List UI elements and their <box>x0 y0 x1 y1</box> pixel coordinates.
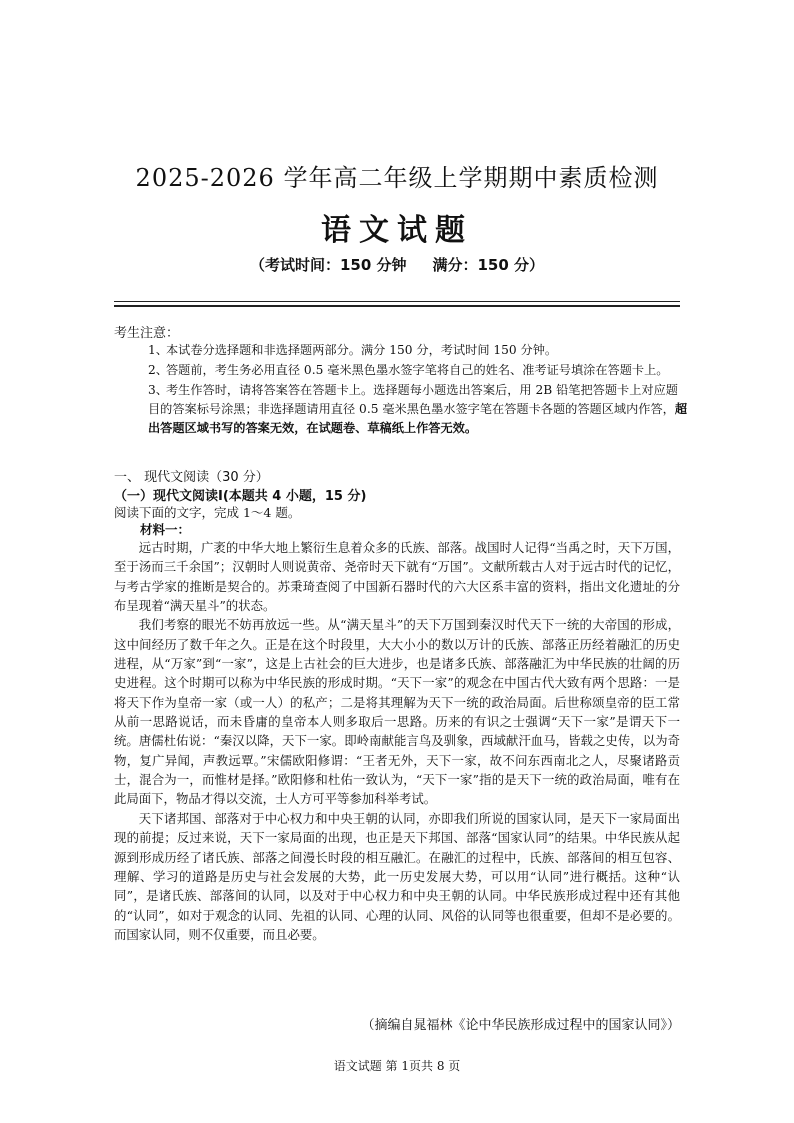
notice-item <box>148 341 688 360</box>
notice-item-emphasis: 超出答题区域书写的答案无效，在试题卷、草稿纸上作答无效。 <box>148 402 688 435</box>
passage-source: （摘编自晁福林《论中华民族形成过程中的国家认同》） <box>361 1018 680 1033</box>
exam-full-score: 满分：150 分） <box>432 256 545 274</box>
page-footer: 语文试题 第 1页共 8 页 <box>333 1059 461 1073</box>
notice-item-text: 考生作答时，请将答案答在答题卡上。选择题每小题选出答案后，用 2B 铅笔把答题卡上对应题目的答案标号涂黑；非选择题请用直径 0.5 毫米黑色墨水签字笔在答题卡各题的答题区域内作答， <box>148 383 678 416</box>
section-heading: 一、 现代文阅读（30 分） <box>114 470 269 485</box>
notice-item-text: 本试卷分选择题和非选择题两部分。满分 150 分，考试时间 150 分钟。 <box>166 343 558 357</box>
passage-paragraph: 远古时期，广袤的中华大地上繁衍生息着众多的氏族、部落。战国时人记得“当禹之时，天下万国，至于汤而三千余国”；汉朝时人则说黄帝、尧帝时天下就有“万国”。文献所载古人对于远古时代的记忆，与考古学家的推断是契合的。苏秉琦查阅了中国新石器时代的六大区系丰富的资料，指出文化遗址的分布呈现着“满天星斗”的状态。 <box>114 540 680 614</box>
notice-item-number: 1、 <box>148 343 168 357</box>
exam-title: 2025-2026 学年高二年级上学期期中素质检测 <box>135 164 659 192</box>
header-divider-thin <box>114 301 680 302</box>
notice-item <box>148 381 688 438</box>
exam-info <box>0 254 794 275</box>
exam-duration: （考试时间：150 分钟 <box>249 256 407 274</box>
notice-item-number: 2、 <box>148 363 168 377</box>
notice-item-text: 答题前，考生务必用直径 0.5 毫米黑色墨水签字笔将自己的姓名、准考证号填涂在答题卡上。 <box>166 363 669 377</box>
notice-item-number: 3、 <box>148 383 168 397</box>
reading-instruction: 阅读下面的文字，完成 1～4 题。 <box>114 505 301 520</box>
passage-body <box>114 538 680 944</box>
subject-title: 语文试题 <box>321 213 473 248</box>
passage-paragraph: 我们考察的眼光不妨再放远一些。从“满天星斗”的天下万国到秦汉时代天下一统的大帝国的形成，这中间经历了数千年之久。正是在这个时段里，大大小小的数以万计的氏族、部落正历经着融汇的历史进程，从“万家”到“一家”，这是上古社会的巨大进步，也是诸多氏族、部落融汇为中华民族的壮阔的历史进程。这个时期可以称为中华民族的形成时期。“天下一家”的观念在中国古代大致有两个思路：一是将天下作为皇帝一家（或一人）的私产；二是将其理解为天下一统的政治局面。后世称颂皇帝的臣工常从前一思路说话，而未昏庸的皇帝本人则多取后一思路。历来的有识之士强调“天下一家”是谓天下一统。唐儒杜佑说：“秦汉以降，天下一家。即岭南献能言鸟及驯象，西域献汗血马，皆载之史传，以为奇物，复广异闻，声教远覃。”宋儒欧阳修谓：“王者无外，天下一家，故不问东西南北之人，尽聚诸路贡士，混合为一，而惟材是择。”欧阳修和杜佑一致认为，“天下一家”指的是天下一统的政治局面，唯有在此局面下，物品才得以交流，士人方可平等参加科举考试。 <box>114 617 680 807</box>
material-label: 材料一： <box>140 522 191 537</box>
subsection-heading: （一）现代文阅读Ⅰ(本题共 4 小题，15 分) <box>114 489 367 504</box>
notice-item <box>148 361 688 380</box>
header-divider-thick <box>114 305 680 307</box>
passage-paragraph: 天下诸邦国、部落对于中心权力和中央王朝的认同，亦即我们所说的国家认同，是天下一家局面出现的前提；反过来说，天下一家局面的出现，也正是天下邦国、部落“国家认同”的结果。中华民族从起源到形成历经了诸氏族、部落之间漫长时段的相互融汇。在融汇的过程中，氏族、部落间的相互包容、理解、学习的道路是历史与社会发展的大势，此一历史发展大势，可以用“认同”进行概括。这种“认同”，是诸氏族、部落间的认同，以及对于中心权力和中央王朝的认同。中华民族形成过程中还有其他的“认同”，如对于观念的认同、先祖的认同、心理的认同、风俗的认同等也很重要，但却不是必要的。而国家认同，则不仅重要，而且必要。 <box>114 810 680 942</box>
notice-heading: 考生注意： <box>114 326 180 341</box>
notice-list <box>148 341 688 439</box>
